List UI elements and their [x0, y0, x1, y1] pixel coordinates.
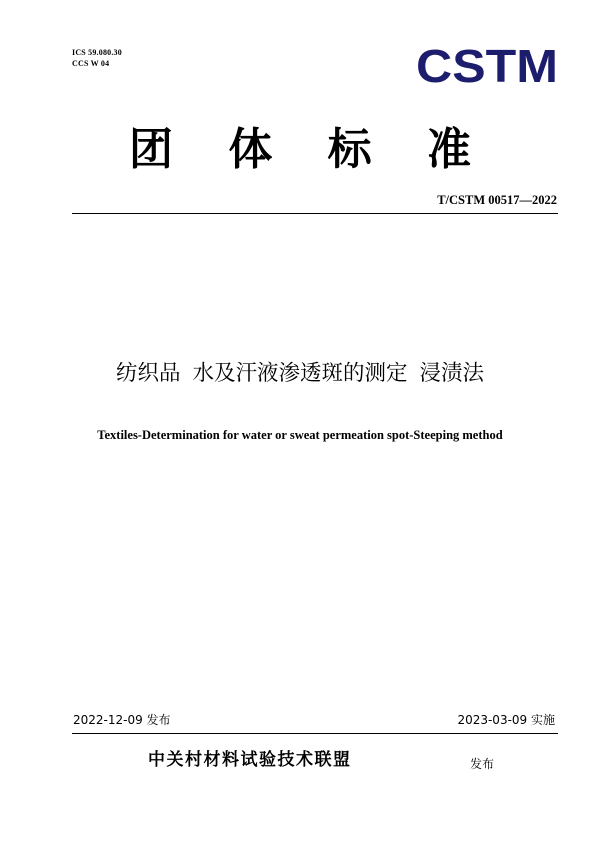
footer-divider	[72, 733, 558, 734]
ics-code: ICS 59.080.30	[72, 48, 122, 57]
publisher-action: 发布	[470, 757, 495, 771]
title-part-method: 浸渍法	[419, 361, 485, 386]
cstm-logo-text: CSTM	[416, 45, 558, 87]
implementation-date: 2023-03-09 实施	[457, 713, 555, 727]
chinese-title	[0, 359, 600, 389]
english-title: Textiles-Determination for water or sweat permeation spot-Steeping method	[97, 428, 503, 442]
ccs-code: CCS W 04	[72, 59, 110, 68]
document-category: 团 体 标 准	[129, 124, 491, 175]
standard-number: T/CSTM 00517—2022	[437, 193, 557, 207]
publisher-name: 中关村材料试验技术联盟	[148, 750, 352, 770]
title-part-topic: 水及汗液渗透斑的测定	[192, 361, 408, 386]
header-divider	[72, 213, 558, 214]
classification-codes	[72, 47, 122, 69]
cstm-logo	[416, 45, 558, 87]
issue-date: 2022-12-09 发布	[73, 713, 171, 727]
title-part-subject: 纺织品	[115, 361, 181, 386]
